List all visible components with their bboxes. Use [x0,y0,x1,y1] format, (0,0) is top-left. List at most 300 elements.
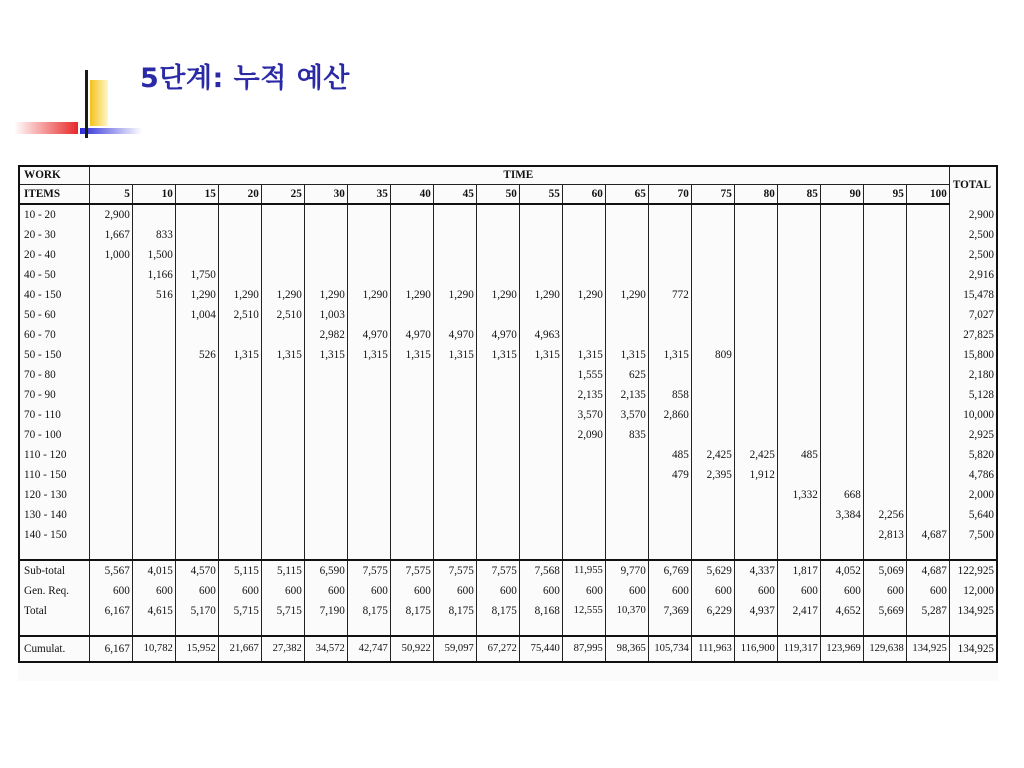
spacer-cell [433,545,476,560]
cost-cell [175,365,218,385]
cost-cell [820,245,863,265]
cost-cell: 59,097 [433,636,476,662]
spacer-cell [605,545,648,560]
work-item-label: Sub-total [19,560,89,581]
cost-cell [777,345,820,365]
cost-cell [863,245,906,265]
cost-cell [777,405,820,425]
cost-cell [89,425,132,445]
cost-cell [648,245,691,265]
cost-cell [218,525,261,545]
cost-cell: 123,969 [820,636,863,662]
cost-cell [89,525,132,545]
row-total-cell: 12,000 [949,581,997,601]
cost-cell [519,505,562,525]
cost-cell [390,445,433,465]
cost-cell: 526 [175,345,218,365]
cost-cell [648,204,691,225]
work-item-label: 120 - 130 [19,485,89,505]
cost-cell: 4,970 [347,325,390,345]
cost-cell [906,245,949,265]
cost-cell [519,385,562,405]
cost-cell [476,204,519,225]
cost-cell: 2,982 [304,325,347,345]
cost-cell [89,365,132,385]
cost-cell [218,265,261,285]
cost-cell [734,245,777,265]
cost-cell: 1,912 [734,465,777,485]
cost-cell: 485 [777,445,820,465]
cost-cell [261,485,304,505]
cost-cell [390,225,433,245]
cost-cell [906,425,949,445]
cost-cell [734,405,777,425]
cost-cell [820,405,863,425]
cost-cell: 2,425 [691,445,734,465]
work-item-label: 40 - 150 [19,285,89,305]
cost-cell [218,385,261,405]
cost-cell: 4,652 [820,601,863,621]
cost-cell [820,285,863,305]
spacer-cell [175,621,218,636]
cost-cell [648,325,691,345]
cost-cell: 600 [433,581,476,601]
row-total-cell: 5,128 [949,385,997,405]
cost-cell [132,305,175,325]
work-item-label: Gen. Req. [19,581,89,601]
cost-cell [734,305,777,325]
cost-cell [433,305,476,325]
cost-cell [562,305,605,325]
cost-cell [906,385,949,405]
cost-cell: 3,384 [820,505,863,525]
period-header-10: 10 [132,185,175,205]
cost-cell [433,465,476,485]
cost-cell [261,325,304,345]
spacer-cell [949,621,997,636]
cost-cell [605,465,648,485]
cost-cell [906,485,949,505]
cost-cell [777,325,820,345]
cost-cell: 1,290 [562,285,605,305]
spacer-cell [562,545,605,560]
cost-cell [218,405,261,425]
cost-cell: 9,770 [605,560,648,581]
cost-cell: 1,750 [175,265,218,285]
cost-cell: 600 [562,581,605,601]
cost-cell [820,365,863,385]
cost-cell: 809 [691,345,734,365]
cost-cell: 1,290 [390,285,433,305]
period-header-80: 80 [734,185,777,205]
cost-cell [648,365,691,385]
cost-cell [390,365,433,385]
cost-cell: 10,370 [605,601,648,621]
cost-cell [347,445,390,465]
summary-row [19,581,997,601]
cost-cell: 50,922 [390,636,433,662]
cost-cell [476,265,519,285]
period-header-40: 40 [390,185,433,205]
cost-cell [218,425,261,445]
spacer-row [19,621,997,636]
cost-cell: 1,290 [605,285,648,305]
table-header-row-1 [19,166,997,185]
cost-cell [476,385,519,405]
cost-cell [347,265,390,285]
cost-cell [304,465,347,485]
cost-cell [218,485,261,505]
cost-cell [863,425,906,445]
period-header-30: 30 [304,185,347,205]
spacer-cell [218,545,261,560]
cost-cell: 7,575 [390,560,433,581]
cost-cell [820,325,863,345]
cost-cell: 835 [605,425,648,445]
cost-cell [390,505,433,525]
cost-cell: 4,015 [132,560,175,581]
spacer-cell [519,621,562,636]
cost-cell: 119,317 [777,636,820,662]
work-item-label: 70 - 100 [19,425,89,445]
row-total-cell: 2,180 [949,365,997,385]
cost-cell [906,225,949,245]
spacer-cell [906,545,949,560]
cost-cell [304,425,347,445]
cost-cell [605,225,648,245]
cost-cell [347,365,390,385]
row-total-cell: 7,500 [949,525,997,545]
cost-cell: 8,175 [347,601,390,621]
cost-cell: 1,004 [175,305,218,325]
table-row [19,405,997,425]
cost-cell [261,465,304,485]
cost-cell [347,485,390,505]
cost-cell [519,485,562,505]
cost-cell: 105,734 [648,636,691,662]
cost-cell [820,425,863,445]
cost-cell: 600 [390,581,433,601]
cost-cell: 516 [132,285,175,305]
cost-cell: 8,175 [433,601,476,621]
cost-cell [691,405,734,425]
cost-cell: 1,290 [347,285,390,305]
cost-cell [519,465,562,485]
cost-cell: 4,687 [906,525,949,545]
table-row [19,525,997,545]
cost-cell [777,525,820,545]
period-header-65: 65 [605,185,648,205]
cost-cell [777,425,820,445]
cost-cell [390,425,433,445]
cost-cell [476,445,519,465]
cost-cell [132,465,175,485]
cost-cell [863,465,906,485]
cost-cell [476,305,519,325]
cost-cell [433,525,476,545]
table-row [19,465,997,485]
cost-cell [132,204,175,225]
cost-cell [906,265,949,285]
cost-cell [89,305,132,325]
cost-cell [390,245,433,265]
cost-cell [261,425,304,445]
cost-cell [906,445,949,465]
cost-cell [691,365,734,385]
cost-cell [476,505,519,525]
cost-cell [304,365,347,385]
cost-cell [175,405,218,425]
cost-cell [777,305,820,325]
cost-cell [89,465,132,485]
cost-cell [863,204,906,225]
work-item-label: 70 - 110 [19,405,89,425]
cost-cell [304,505,347,525]
work-item-label: 60 - 70 [19,325,89,345]
cost-cell [691,385,734,405]
work-item-label: 70 - 80 [19,365,89,385]
cost-cell [562,445,605,465]
cost-cell [175,385,218,405]
cost-cell: 4,052 [820,560,863,581]
cost-cell [648,225,691,245]
cost-cell: 1,315 [476,345,519,365]
period-header-60: 60 [562,185,605,205]
cost-cell [691,285,734,305]
cost-cell [261,445,304,465]
cumulative-budget-table [18,165,998,663]
period-header-70: 70 [648,185,691,205]
cost-cell: 1,290 [304,285,347,305]
spacer-cell [777,621,820,636]
cost-cell [261,204,304,225]
cost-cell [691,245,734,265]
cost-cell [691,485,734,505]
cost-cell [691,225,734,245]
spacer-cell [691,545,734,560]
cost-cell [562,325,605,345]
spacer-cell [648,621,691,636]
cost-cell [906,285,949,305]
spacer-cell [261,545,304,560]
row-total-cell: 5,640 [949,505,997,525]
cost-cell [906,204,949,225]
period-header-90: 90 [820,185,863,205]
cost-cell [605,525,648,545]
cost-cell [734,204,777,225]
spacer-cell [390,621,433,636]
cost-cell [734,325,777,345]
period-header-20: 20 [218,185,261,205]
cost-cell: 600 [476,581,519,601]
cost-cell [175,445,218,465]
cost-cell: 5,629 [691,560,734,581]
work-items-header-line2: ITEMS [19,185,89,205]
cost-cell [433,365,476,385]
row-total-cell: 122,925 [949,560,997,581]
total-header: TOTAL [949,166,997,204]
cost-cell: 2,395 [691,465,734,485]
cost-cell [562,505,605,525]
cost-cell: 600 [605,581,648,601]
cost-cell: 3,570 [605,405,648,425]
cost-cell [261,365,304,385]
cost-cell [605,445,648,465]
cost-cell [863,485,906,505]
cost-cell [906,305,949,325]
spacer-cell [304,621,347,636]
cost-cell: 600 [175,581,218,601]
cost-cell [89,265,132,285]
cost-cell [132,385,175,405]
cost-cell [863,405,906,425]
cost-cell: 1,290 [433,285,476,305]
cost-cell [691,525,734,545]
cost-cell [261,385,304,405]
spacer-cell [734,545,777,560]
cost-cell: 5,669 [863,601,906,621]
cost-cell [347,505,390,525]
cost-cell [562,225,605,245]
cost-cell [304,204,347,225]
cost-cell: 1,290 [175,285,218,305]
cost-cell [648,505,691,525]
cost-cell [347,245,390,265]
cost-cell [261,525,304,545]
cost-cell: 600 [777,581,820,601]
cost-cell: 1,315 [218,345,261,365]
spacer-cell [433,621,476,636]
cost-cell: 833 [132,225,175,245]
spacer-cell [218,621,261,636]
cost-cell [476,525,519,545]
cost-cell: 4,687 [906,560,949,581]
cost-cell [691,204,734,225]
cost-cell: 8,168 [519,601,562,621]
table-row [19,245,997,265]
work-item-label: 140 - 150 [19,525,89,545]
work-item-label: 130 - 140 [19,505,89,525]
cost-cell: 668 [820,485,863,505]
cost-cell [777,285,820,305]
cost-cell: 600 [89,581,132,601]
cost-cell: 1,290 [476,285,519,305]
cost-cell: 21,667 [218,636,261,662]
cost-cell: 10,782 [132,636,175,662]
cumulative-row [19,636,997,662]
scanned-budget-table [18,165,998,681]
cost-cell [304,405,347,425]
cost-cell: 5,069 [863,560,906,581]
cost-cell: 600 [218,581,261,601]
cost-cell [605,305,648,325]
table-row [19,365,997,385]
cost-cell [820,265,863,285]
cost-cell [132,405,175,425]
cost-cell [175,425,218,445]
cost-cell [218,325,261,345]
cost-cell [390,525,433,545]
cost-cell [390,465,433,485]
cost-cell [433,505,476,525]
spacer-cell [347,545,390,560]
cost-cell [175,245,218,265]
row-total-cell: 2,925 [949,425,997,445]
spacer-cell [175,545,218,560]
cost-cell: 3,570 [562,405,605,425]
time-header: TIME [89,166,949,185]
cost-cell: 4,570 [175,560,218,581]
row-total-cell: 2,500 [949,245,997,265]
cost-cell [562,265,605,285]
row-total-cell: 2,916 [949,265,997,285]
cost-cell [347,405,390,425]
cost-cell [906,325,949,345]
cost-cell: 4,970 [433,325,476,345]
cost-cell: 1,315 [304,345,347,365]
cost-cell: 5,170 [175,601,218,621]
slide-title: 5단계: 누적 예산 [140,63,350,94]
cost-cell [476,245,519,265]
cost-cell: 5,287 [906,601,949,621]
period-header-5: 5 [89,185,132,205]
cost-cell: 6,229 [691,601,734,621]
spacer-cell [261,621,304,636]
cost-cell: 1,166 [132,265,175,285]
cost-cell: 4,970 [476,325,519,345]
period-header-75: 75 [691,185,734,205]
cost-cell: 4,963 [519,325,562,345]
cost-cell [777,204,820,225]
cost-cell [648,265,691,285]
spacer-cell [562,621,605,636]
cost-cell [89,405,132,425]
cost-cell [347,305,390,325]
cost-cell: 1,315 [648,345,691,365]
cost-cell [777,465,820,485]
cost-cell [605,265,648,285]
cost-cell: 7,369 [648,601,691,621]
cost-cell [132,505,175,525]
cost-cell [691,325,734,345]
cost-cell: 2,900 [89,204,132,225]
work-item-label: Total [19,601,89,621]
cost-cell [734,225,777,245]
cost-cell: 7,575 [433,560,476,581]
spacer-cell [734,621,777,636]
cost-cell [476,425,519,445]
cost-cell: 600 [734,581,777,601]
row-total-cell: 15,800 [949,345,997,365]
cost-cell: 1,667 [89,225,132,245]
cost-cell [476,465,519,485]
table-row [19,225,997,245]
cost-cell: 2,256 [863,505,906,525]
cost-cell: 772 [648,285,691,305]
cost-cell [390,405,433,425]
cost-cell [304,245,347,265]
cost-cell: 1,817 [777,560,820,581]
cost-cell [820,345,863,365]
cost-cell [519,445,562,465]
cost-cell: 5,115 [218,560,261,581]
cost-cell [605,204,648,225]
work-item-label: Cumulat. [19,636,89,662]
cost-cell [734,365,777,385]
cost-cell [820,465,863,485]
cost-cell: 1,555 [562,365,605,385]
cost-cell: 2,090 [562,425,605,445]
